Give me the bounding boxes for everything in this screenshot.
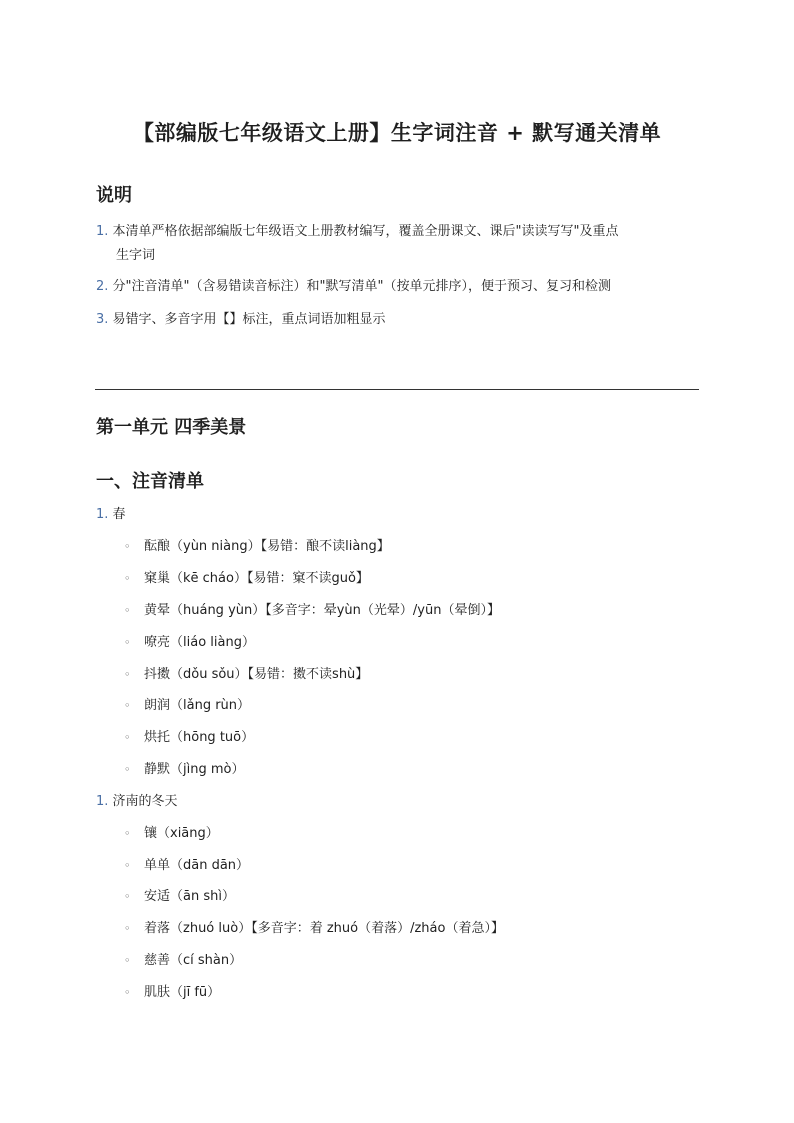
horizontal-divider: [95, 389, 699, 390]
list-item: 着落（zhuó luò）【多音字：着 zhuó（着落）/zháo（着急）】: [144, 921, 504, 936]
lesson-title: [96, 505, 126, 525]
list-item: 安适（ān shì）: [144, 889, 235, 904]
bullet-icon: ◦: [124, 731, 131, 744]
intro-item: [96, 277, 611, 297]
lesson-title: [96, 792, 178, 812]
list-number: 1.: [96, 507, 109, 522]
bullet-icon: ◦: [124, 954, 131, 967]
bullet-icon: ◦: [124, 636, 131, 649]
bullet-icon: ◦: [124, 572, 131, 585]
list-item: 慈善（cí shàn）: [144, 953, 243, 968]
bullet-icon: ◦: [124, 859, 131, 872]
bullet-icon: ◦: [124, 890, 131, 903]
intro-item: [96, 310, 386, 330]
list-number: 1.: [96, 224, 109, 239]
list-number: 3.: [96, 312, 109, 327]
list-item: 黄晕（huáng yùn）【多音字：晕yùn（光晕）/yūn（晕倒）】: [144, 603, 500, 618]
bullet-icon: ◦: [124, 699, 131, 712]
list-item: 静默（jìng mò）: [144, 762, 245, 777]
list-item: 窠巢（kē cháo）【易错：窠不读guǒ】: [144, 571, 369, 586]
list-item: 抖擞（dǒu sǒu）【易错：擞不读shù】: [144, 667, 369, 682]
unit-heading: 第一单元 四季美景: [96, 417, 247, 438]
intro-heading: 说明: [96, 185, 132, 206]
list-number: 2.: [96, 279, 109, 294]
bullet-icon: ◦: [124, 604, 131, 617]
intro-item-text: 本清单严格依据部编版七年级语文上册教材编写，覆盖全册课文、课后"读读写写"及重点: [112, 224, 619, 239]
lesson-name: 春: [112, 507, 126, 522]
intro-item-text: 分"注音清单"（含易错读音标注）和"默写清单"（按单元排序），便于预习、复习和检测: [112, 279, 611, 294]
list-number: 1.: [96, 794, 109, 809]
bullet-icon: ◦: [124, 986, 131, 999]
list-item: 酝酿（yùn niàng）【易错：酿不读liàng】: [144, 539, 390, 554]
intro-item: [96, 222, 619, 242]
list-item: 单单（dān dān）: [144, 858, 250, 873]
list-item: 嘹亮（liáo liàng）: [144, 635, 255, 650]
bullet-icon: ◦: [124, 668, 131, 681]
list-item: 朗润（lǎng rùn）: [144, 698, 251, 713]
bullet-icon: ◦: [124, 922, 131, 935]
list-item: 镶（xiāng）: [144, 826, 219, 841]
bullet-icon: ◦: [124, 540, 131, 553]
list-item: 肌肤（jī fū）: [144, 985, 221, 1000]
document-title: 【部编版七年级语文上册】生字词注音 + 默写通关清单: [132, 121, 662, 145]
intro-item-continuation: 生字词: [116, 248, 156, 263]
section-heading: 一、注音清单: [96, 471, 204, 492]
bullet-icon: ◦: [124, 827, 131, 840]
lesson-name: 济南的冬天: [112, 794, 178, 809]
intro-item-text: 易错字、多音字用【】标注，重点词语加粗显示: [112, 312, 386, 327]
bullet-icon: ◦: [124, 763, 131, 776]
list-item: 烘托（hōng tuō）: [144, 730, 255, 745]
